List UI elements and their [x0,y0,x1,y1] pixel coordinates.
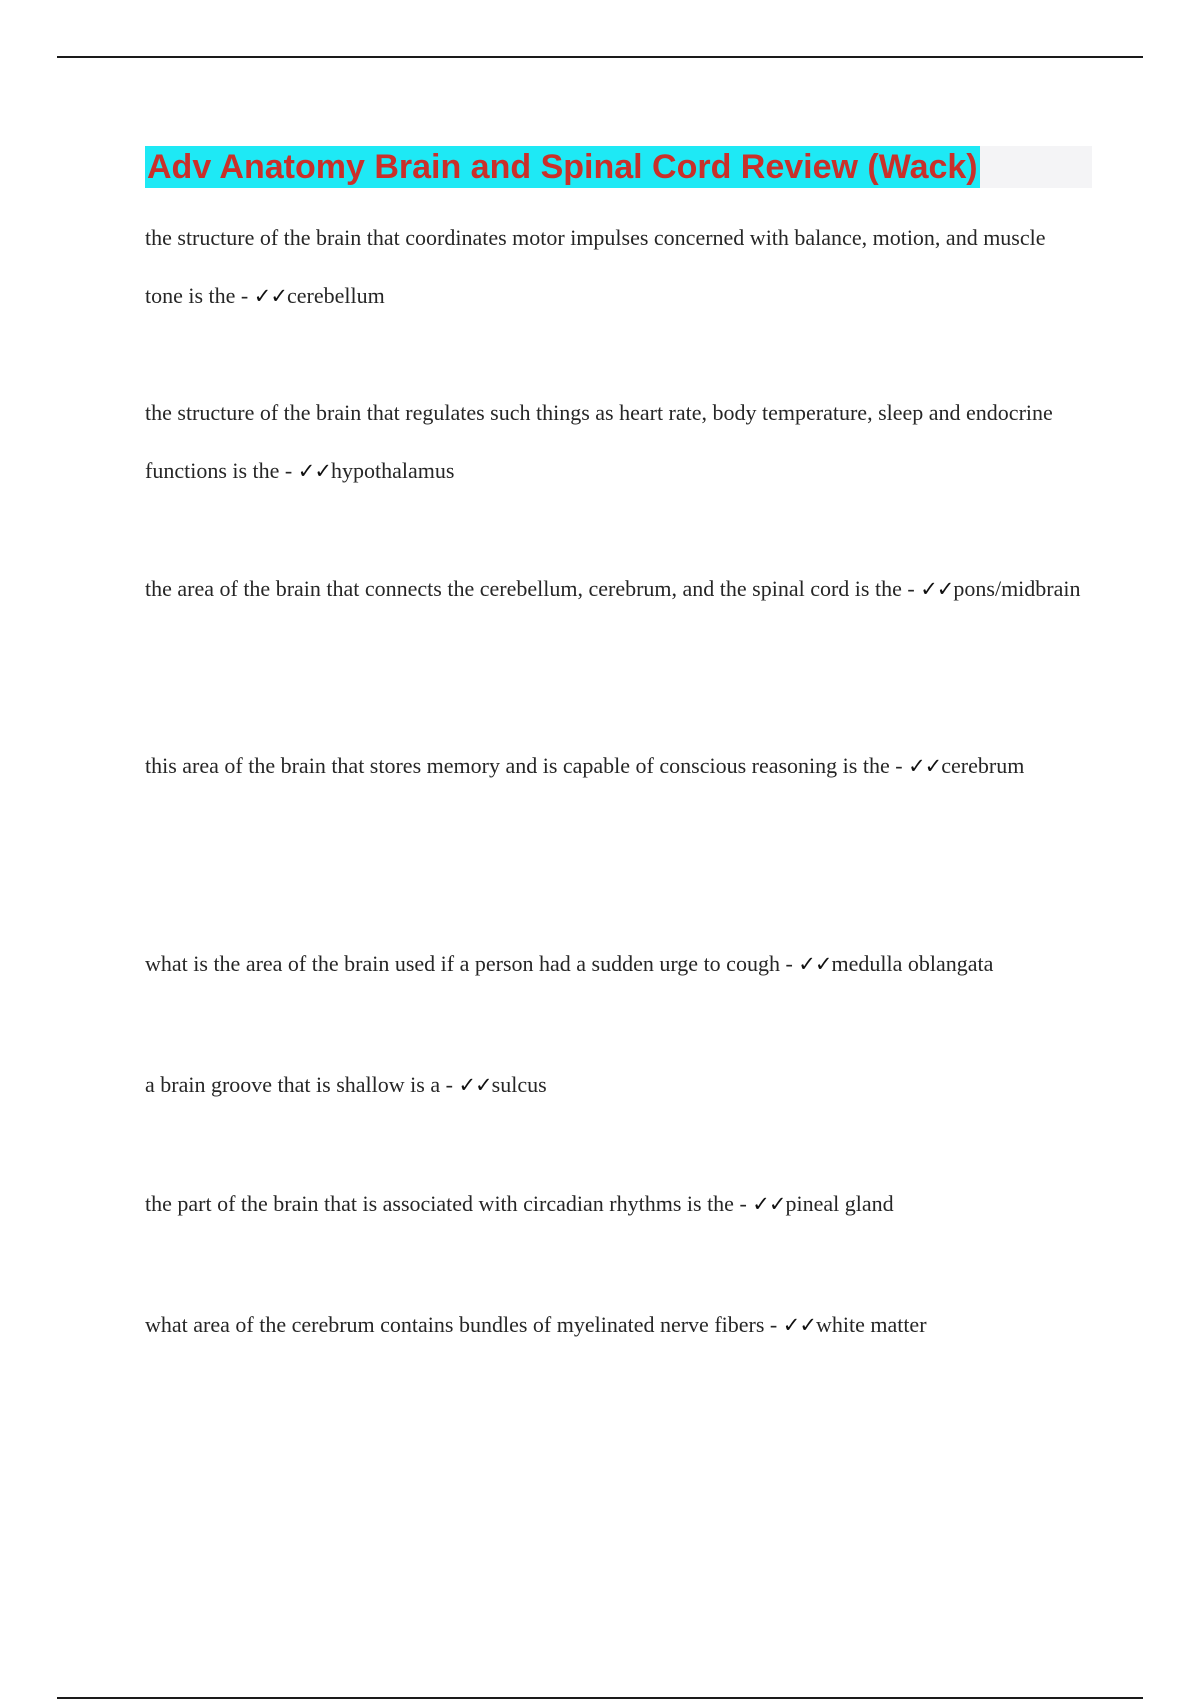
double-check-icon: ✓✓ [798,952,832,976]
double-check-icon: ✓✓ [782,1313,816,1337]
answer-text: hypothalamus [330,458,455,483]
answer-text: pineal gland [785,1191,894,1216]
answer-text: cerebellum [286,283,385,308]
qa-item [145,560,1085,618]
qa-item [145,737,1085,795]
question-text: the structure of the brain that coordinates motor impulses concerned with balance, motion, and muscle tone is the - [145,225,1046,308]
qa-item [145,1056,1085,1114]
qa-item [145,935,1105,993]
title-banner [145,146,1092,188]
question-text: the structure of the brain that regulates such things as heart rate, body temperature, sleep and endocrine functions is the - [145,400,1053,483]
answer-text: pons/midbrain [953,576,1081,601]
double-check-icon: ✓✓ [908,754,942,778]
qa-item [145,209,1085,325]
qa-item [145,1296,1085,1354]
answer-text: medulla oblangata [831,951,994,976]
question-text: the area of the brain that connects the cerebellum, cerebrum, and the spinal cord is the - [145,576,921,601]
answer-text: white matter [815,1312,927,1337]
question-text: what is the area of the brain used if a person had a sudden urge to cough - [145,951,799,976]
double-check-icon: ✓✓ [458,1073,492,1097]
bottom-rule [57,1697,1143,1699]
double-check-icon: ✓✓ [253,284,287,308]
double-check-icon: ✓✓ [297,459,331,483]
qa-item [145,384,1085,500]
top-rule [57,56,1143,58]
question-text: this area of the brain that stores memory and is capable of conscious reasoning is the - [145,753,909,778]
double-check-icon: ✓✓ [752,1192,786,1216]
question-text: a brain groove that is shallow is a - [145,1072,459,1097]
double-check-icon: ✓✓ [920,577,954,601]
question-text: the part of the brain that is associated with circadian rhythms is the - [145,1191,753,1216]
qa-item [145,1175,1085,1233]
answer-text: sulcus [491,1072,547,1097]
question-text: what area of the cerebrum contains bundles of myelinated nerve fibers - [145,1312,783,1337]
answer-text: cerebrum [941,753,1025,778]
document-title: Adv Anatomy Brain and Spinal Cord Review (Wack) [147,148,978,186]
